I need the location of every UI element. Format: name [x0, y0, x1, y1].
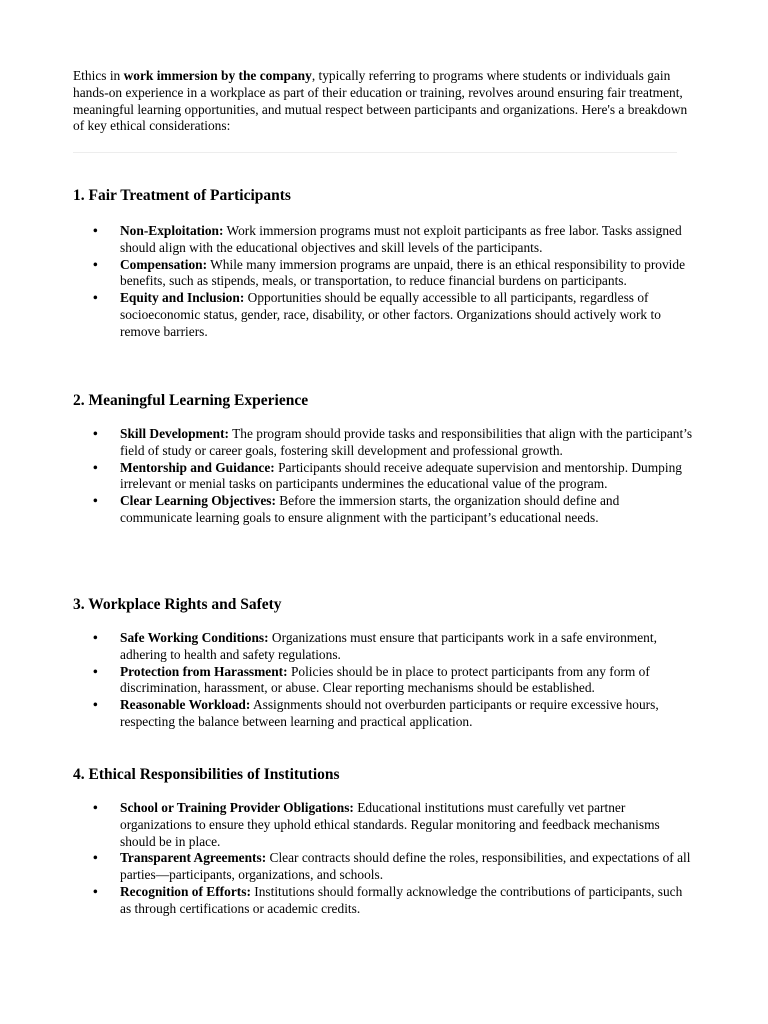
list-item	[73, 460, 693, 494]
list-item	[73, 223, 693, 257]
section-workplace-rights	[73, 595, 693, 731]
bullet-icon: •	[93, 663, 98, 679]
bullet-icon: •	[93, 493, 98, 509]
bullet-list	[73, 630, 693, 731]
item-term: Safe Working Conditions:	[120, 630, 269, 645]
bullet-icon: •	[93, 883, 98, 899]
list-item	[73, 290, 693, 340]
item-term: Mentorship and Guidance:	[120, 459, 275, 475]
section-fair-treatment	[73, 186, 693, 341]
bullet-icon: •	[93, 850, 98, 866]
item-term: Equity and Inclusion:	[120, 290, 245, 306]
item-term: Skill Development:	[120, 426, 229, 441]
bullet-icon: •	[93, 630, 98, 645]
item-term: School or Training Provider Obligations:	[120, 800, 354, 815]
intro-bold: work immersion by the company	[123, 68, 312, 83]
section-heading: 4. Ethical Responsibilities of Institutions	[73, 766, 340, 783]
item-text: Organizations must ensure that participants work in a safe environment, adhering to health and safety regulations.	[120, 630, 657, 662]
intro-rest: , typically referring to programs where students or individuals gain hands-on experience in a workplace as part of their education or training, revolves around ensuring fair treatment, meaningful learning opportunities, and mutual respect between participants and organizations. Here's a breakdown of key ethical considerations:	[73, 68, 688, 134]
item-text: Institutions should formally acknowledge the contributions of participants, such as through certifications or academic credits.	[120, 883, 683, 916]
list-item	[73, 884, 693, 918]
bullet-icon: •	[93, 223, 98, 238]
bullet-list	[73, 426, 693, 527]
item-text: Policies should be in place to protect participants from any form of discrimination, harassment, or abuse. Clear reporting mechanisms should be established.	[120, 663, 650, 696]
item-term: Reasonable Workload:	[120, 697, 251, 713]
item-text: Work immersion programs must not exploit participants as free labor. Tasks assigned should align with the educational objectives and skill levels of the participants.	[120, 223, 682, 255]
list-item	[73, 800, 693, 850]
item-term: Clear Learning Objectives:	[120, 493, 276, 509]
item-text: While many immersion programs are unpaid, there is an ethical responsibility to provide benefits, such as stipends, meals, or transportation, to reduce financial burdens on participants.	[120, 256, 686, 289]
bullet-icon: •	[93, 426, 98, 441]
item-text: Assignments should not overburden participants or require excessive hours, respecting the balance between learning and practical application.	[120, 697, 659, 729]
item-term: Protection from Harassment:	[120, 663, 288, 679]
list-item	[73, 850, 693, 884]
list-item	[73, 630, 693, 664]
section-meaningful-learning	[73, 391, 693, 527]
list-item	[73, 697, 693, 731]
list-item	[73, 664, 693, 698]
section-heading: 2. Meaningful Learning Experience	[73, 392, 309, 409]
section-institution-responsibilities	[73, 765, 693, 918]
item-term: Recognition of Efforts:	[120, 883, 251, 899]
item-term: Compensation:	[120, 256, 208, 272]
bullet-list	[73, 800, 693, 918]
horizontal-rule	[73, 152, 677, 153]
item-text: Before the immersion starts, the organization should define and communicate learning goals to ensure alignment with the participant’s educational needs.	[120, 493, 620, 525]
item-text: Clear contracts should define the roles, responsibilities, and expectations of all parties—participants, organizations, and schools.	[120, 850, 691, 883]
item-text: Opportunities should be equally accessible to all participants, regardless of socioeconomic status, gender, race, disability, or other factors. Organizations should actively work to remove barriers.	[120, 290, 661, 339]
section-heading: 3. Workplace Rights and Safety	[73, 596, 282, 613]
intro-lead: Ethics in	[73, 68, 124, 83]
intro-paragraph	[73, 68, 695, 135]
bullet-icon: •	[93, 459, 98, 475]
bullet-icon: •	[93, 800, 98, 815]
item-text: Educational institutions must carefully vet partner organizations to ensure they uphold ethical standards. Regular monitoring and feedback mechanisms should be in place.	[120, 800, 660, 849]
list-item	[73, 426, 693, 460]
item-term: Non-Exploitation:	[120, 223, 224, 238]
bullet-list	[73, 223, 693, 341]
item-text: The program should provide tasks and responsibilities that align with the participant’s field of study or career goals, fostering skill development and professional growth.	[120, 426, 693, 458]
bullet-icon: •	[93, 256, 98, 272]
item-term: Transparent Agreements:	[120, 850, 267, 866]
bullet-icon: •	[93, 290, 98, 306]
item-text: Participants should receive adequate supervision and mentorship. Dumping irrelevant or menial tasks on participants undermines the educational value of the program.	[120, 459, 682, 492]
section-heading: 1. Fair Treatment of Participants	[73, 187, 291, 204]
list-item	[73, 257, 693, 291]
list-item	[73, 493, 693, 527]
bullet-icon: •	[93, 697, 98, 713]
